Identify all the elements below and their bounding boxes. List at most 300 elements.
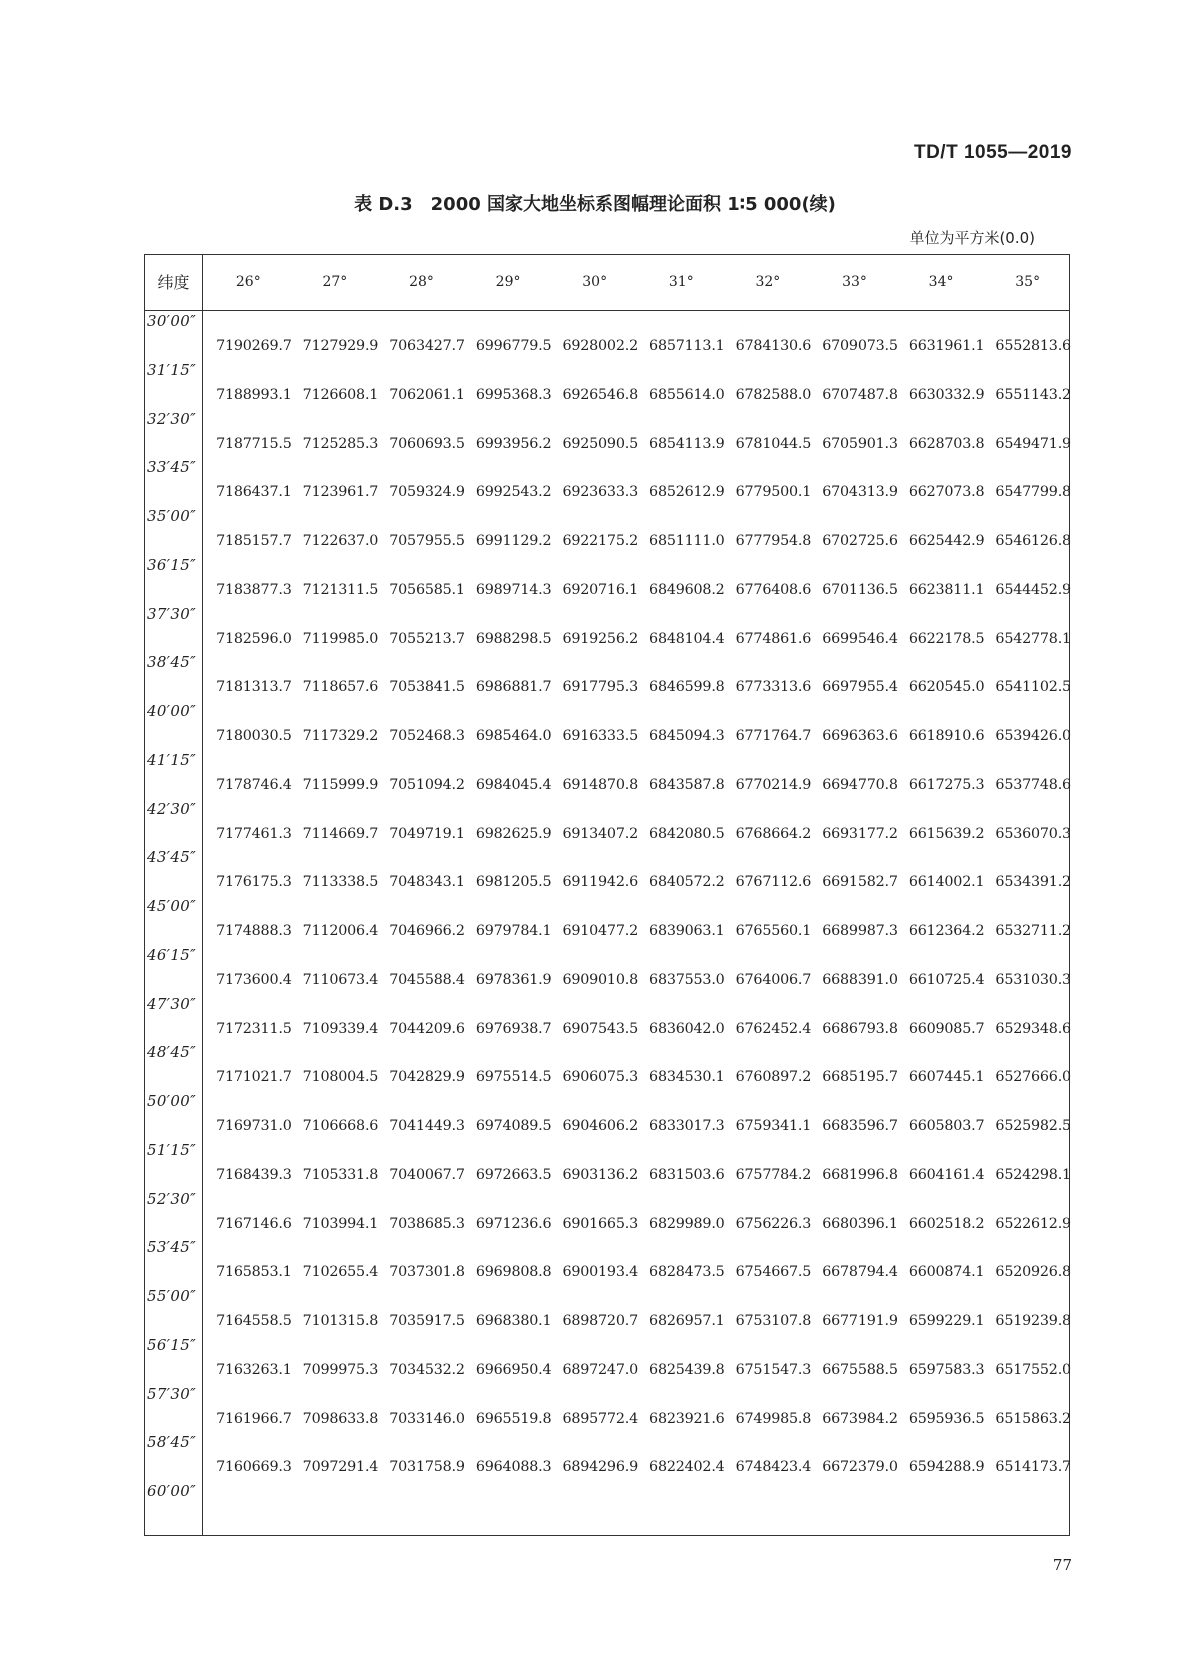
area-cell: 7098633.8 xyxy=(302,1410,379,1427)
area-cell: 7041449.3 xyxy=(389,1118,465,1134)
area-cell: 7110673.4 xyxy=(302,971,379,988)
latitude-label: 31′15″ xyxy=(147,360,196,379)
column-divider xyxy=(202,255,203,1535)
area-cell: 6857113.1 xyxy=(649,338,725,354)
area-cell: 6607445.1 xyxy=(908,1069,985,1086)
area-cell: 6836042.0 xyxy=(649,1020,725,1037)
table-row xyxy=(205,1167,1071,1183)
latitude-label: 53′45″ xyxy=(147,1238,196,1257)
area-cell: 6625442.9 xyxy=(908,533,985,549)
area-cell: 6833017.3 xyxy=(649,1118,725,1134)
area-cell: 7033146.0 xyxy=(389,1410,465,1427)
area-cell: 7161966.7 xyxy=(216,1410,292,1427)
table-row xyxy=(205,1459,1071,1475)
area-cell: 6675588.5 xyxy=(822,1361,898,1378)
area-cell: 6549471.9 xyxy=(995,435,1071,452)
area-cell: 7059324.9 xyxy=(389,484,465,501)
area-cell: 7048343.1 xyxy=(389,874,465,891)
area-cell: 6552813.6 xyxy=(995,338,1071,354)
area-cell: 6846599.8 xyxy=(649,679,725,696)
area-cell: 6919256.2 xyxy=(562,630,638,647)
area-cell: 7167146.6 xyxy=(216,1215,292,1232)
area-cell: 7165853.1 xyxy=(216,1264,292,1281)
area-cell: 6515863.2 xyxy=(995,1410,1071,1427)
area-cell: 6764006.7 xyxy=(735,971,812,988)
area-cell: 6993956.2 xyxy=(475,435,552,452)
area-cell: 6751547.3 xyxy=(735,1361,812,1378)
area-cell: 6702725.6 xyxy=(822,533,898,549)
area-cell: 7037301.8 xyxy=(389,1264,465,1281)
area-cell: 6979784.1 xyxy=(475,923,552,939)
area-cell: 6852612.9 xyxy=(649,484,725,501)
area-cell: 6968380.1 xyxy=(475,1313,552,1329)
area-cell: 6831503.6 xyxy=(649,1166,725,1183)
area-cell: 6928002.2 xyxy=(562,338,638,354)
area-cell: 6514173.7 xyxy=(995,1459,1071,1476)
area-cell: 6894296.9 xyxy=(562,1459,638,1476)
standard-code: TD/T 1055—2019 xyxy=(913,142,1072,163)
latitude-label: 32′30″ xyxy=(147,409,196,428)
table-row xyxy=(205,1362,1071,1378)
area-cell: 6907543.5 xyxy=(562,1020,638,1037)
area-cell: 6978361.9 xyxy=(475,971,552,988)
area-cell: 6609085.7 xyxy=(908,1020,985,1037)
area-cell: 7097291.4 xyxy=(302,1459,379,1476)
area-cell: 6922175.2 xyxy=(562,533,638,549)
area-cell: 6842080.5 xyxy=(649,825,725,842)
area-cell: 6760897.2 xyxy=(735,1069,812,1086)
area-cell: 6604161.4 xyxy=(908,1166,985,1183)
area-cell: 7176175.3 xyxy=(216,874,292,891)
area-cell: 6681996.8 xyxy=(822,1166,898,1183)
area-cell: 6916333.5 xyxy=(562,728,638,744)
area-cell: 6771764.7 xyxy=(735,728,812,744)
area-cell: 6697955.4 xyxy=(822,679,898,696)
area-cell: 6901665.3 xyxy=(562,1215,638,1232)
latitude-header: 纬度 xyxy=(157,273,190,292)
area-cell: 6680396.1 xyxy=(822,1215,898,1232)
area-cell: 6765560.1 xyxy=(735,923,812,939)
column-header: 29° xyxy=(495,274,521,290)
area-cell: 7051094.2 xyxy=(389,776,465,793)
column-header: 26° xyxy=(235,274,261,290)
area-cell: 6897247.0 xyxy=(562,1361,638,1378)
area-cell: 6779500.1 xyxy=(735,484,812,501)
area-cell: 6597583.3 xyxy=(908,1361,985,1378)
area-cell: 6923633.3 xyxy=(562,484,638,501)
area-cell: 6612364.2 xyxy=(908,923,985,939)
latitude-label: 42′30″ xyxy=(147,799,196,818)
area-cell: 6849608.2 xyxy=(649,581,725,598)
column-header: 31° xyxy=(668,274,694,290)
area-cell: 6767112.6 xyxy=(735,874,812,891)
area-cell: 6855614.0 xyxy=(649,386,725,403)
column-header: 35° xyxy=(1015,274,1041,290)
area-cell: 7187715.5 xyxy=(216,435,292,452)
latitude-label: 48′45″ xyxy=(147,1043,196,1062)
area-cell: 6547799.8 xyxy=(995,484,1071,501)
area-cell: 6532711.2 xyxy=(995,923,1071,939)
area-cell: 7185157.7 xyxy=(216,533,292,549)
area-cell: 6914870.8 xyxy=(562,776,638,793)
area-cell: 6615639.2 xyxy=(908,825,985,842)
area-cell: 7035917.5 xyxy=(389,1313,465,1329)
latitude-label: 37′30″ xyxy=(147,604,196,623)
area-cell: 6996779.5 xyxy=(475,338,552,354)
area-cell: 6605803.7 xyxy=(908,1118,985,1134)
area-cell: 6843587.8 xyxy=(649,776,725,793)
latitude-label: 55′00″ xyxy=(147,1287,196,1305)
area-cell: 6854113.9 xyxy=(649,435,725,452)
table-row xyxy=(205,1021,1071,1037)
area-cell: 6964088.3 xyxy=(475,1459,552,1476)
latitude-label: 57′30″ xyxy=(147,1384,196,1403)
table-row xyxy=(205,777,1071,793)
latitude-label: 47′30″ xyxy=(147,994,196,1013)
area-cell: 6971236.6 xyxy=(475,1215,552,1232)
column-header: 34° xyxy=(928,274,954,290)
area-cell: 6909010.8 xyxy=(562,971,638,988)
area-cell: 7171021.7 xyxy=(216,1069,292,1086)
latitude-label: 35′00″ xyxy=(147,507,196,525)
area-cell: 7125285.3 xyxy=(302,435,379,452)
table-row xyxy=(205,631,1071,647)
area-cell: 6525982.5 xyxy=(995,1118,1071,1134)
area-cell: 6851111.0 xyxy=(649,533,725,549)
area-cell: 6825439.8 xyxy=(649,1361,725,1378)
table-title: 表 D.3 2000 国家大地坐标系图幅理论面积 1∶5 000(续) xyxy=(354,194,836,215)
area-cell: 6531030.3 xyxy=(995,971,1071,988)
area-cell: 6628703.8 xyxy=(908,435,985,452)
table-row xyxy=(205,1118,1071,1134)
table-row xyxy=(205,1216,1071,1232)
latitude-label: 43′45″ xyxy=(147,848,196,867)
area-cell: 7049719.1 xyxy=(389,825,465,842)
table-row xyxy=(205,533,1071,549)
area-cell: 6757784.2 xyxy=(735,1166,812,1183)
area-cell: 6985464.0 xyxy=(475,728,552,744)
area-cell: 6995368.3 xyxy=(475,386,552,403)
area-cell: 6678794.4 xyxy=(822,1264,898,1281)
latitude-label: 38′45″ xyxy=(147,653,196,672)
area-cell: 7063427.7 xyxy=(389,338,465,354)
area-cell: 7186437.1 xyxy=(216,484,292,501)
area-cell: 7055213.7 xyxy=(389,630,465,647)
area-cell: 6904606.2 xyxy=(562,1118,638,1134)
area-cell: 6749985.8 xyxy=(735,1410,812,1427)
area-cell: 6989714.3 xyxy=(475,581,552,598)
column-header: 28° xyxy=(409,274,434,290)
area-cell: 6599229.1 xyxy=(908,1313,985,1329)
table-row xyxy=(205,679,1071,695)
area-cell: 7126608.1 xyxy=(302,386,379,403)
area-cell: 6910477.2 xyxy=(562,923,638,939)
area-cell: 7119985.0 xyxy=(302,630,379,647)
area-cell: 7168439.3 xyxy=(216,1166,292,1183)
area-cell: 6517552.0 xyxy=(995,1361,1071,1378)
area-cell: 6693177.2 xyxy=(822,825,898,842)
area-cell: 7053841.5 xyxy=(389,679,465,696)
area-cell: 6623811.1 xyxy=(908,581,985,598)
area-cell: 6982625.9 xyxy=(475,825,552,842)
area-cell: 6903136.2 xyxy=(562,1166,638,1183)
area-cell: 6965519.8 xyxy=(475,1410,552,1427)
area-cell: 7174888.3 xyxy=(216,923,292,939)
area-cell: 6683596.7 xyxy=(822,1118,898,1134)
table-row xyxy=(205,1411,1071,1427)
area-cell: 7109339.4 xyxy=(302,1020,379,1037)
area-cell: 6777954.8 xyxy=(735,533,812,549)
area-cell: 6622178.5 xyxy=(908,630,985,647)
area-cell: 6976938.7 xyxy=(475,1020,552,1037)
area-cell: 6828473.5 xyxy=(649,1264,725,1281)
column-header: 30° xyxy=(582,274,608,290)
area-cell: 6594288.9 xyxy=(908,1459,985,1476)
area-cell: 6992543.2 xyxy=(475,484,552,501)
page-number: 77 xyxy=(1052,1556,1072,1574)
area-cell: 7190269.7 xyxy=(216,338,292,354)
area-cell: 6984045.4 xyxy=(475,776,552,793)
area-cell: 6839063.1 xyxy=(649,923,725,939)
column-header: 33° xyxy=(842,274,867,290)
area-cell: 6848104.4 xyxy=(649,630,725,647)
area-cell: 6754667.5 xyxy=(735,1264,812,1281)
area-cell: 7103994.1 xyxy=(302,1215,379,1232)
table-row xyxy=(205,1313,1071,1329)
area-cell: 6685195.7 xyxy=(822,1069,898,1086)
area-table xyxy=(144,254,1070,1536)
area-cell: 7177461.3 xyxy=(216,825,292,842)
area-cell: 6614002.1 xyxy=(908,874,985,891)
area-cell: 7181313.7 xyxy=(216,679,292,696)
area-cell: 6704313.9 xyxy=(822,484,898,501)
area-cell: 7101315.8 xyxy=(302,1313,379,1329)
area-cell: 6784130.6 xyxy=(735,338,812,354)
area-cell: 6694770.8 xyxy=(822,776,898,793)
area-cell: 6699546.4 xyxy=(822,630,898,647)
area-cell: 6748423.4 xyxy=(735,1459,812,1476)
latitude-label: 58′45″ xyxy=(147,1433,196,1452)
area-cell: 6602518.2 xyxy=(908,1215,985,1232)
latitude-label: 40′00″ xyxy=(147,702,196,720)
area-cell: 7042829.9 xyxy=(389,1069,465,1086)
area-cell: 6753107.8 xyxy=(735,1313,812,1329)
area-cell: 7040067.7 xyxy=(389,1166,465,1183)
area-cell: 7178746.4 xyxy=(216,776,292,793)
area-cell: 6677191.9 xyxy=(822,1313,898,1329)
area-cell: 6705901.3 xyxy=(822,435,898,452)
area-cell: 6520926.8 xyxy=(995,1264,1071,1281)
table-header xyxy=(145,255,1069,311)
area-cell: 7038685.3 xyxy=(389,1215,465,1232)
area-cell: 6776408.6 xyxy=(735,581,812,598)
area-cell: 6672379.0 xyxy=(822,1459,898,1476)
area-cell: 7173600.4 xyxy=(216,971,292,988)
table-row xyxy=(205,387,1071,403)
area-cell: 6630332.9 xyxy=(908,386,985,403)
area-cell: 7127929.9 xyxy=(302,338,379,354)
area-cell: 7112006.4 xyxy=(302,923,379,939)
area-cell: 6972663.5 xyxy=(475,1166,552,1183)
area-cell: 6911942.6 xyxy=(562,874,638,891)
area-cell: 7182596.0 xyxy=(216,630,292,647)
area-cell: 7062061.1 xyxy=(389,386,465,403)
area-cell: 7123961.7 xyxy=(302,484,379,501)
area-cell: 6823921.6 xyxy=(649,1410,725,1427)
area-cell: 6595936.5 xyxy=(908,1410,985,1427)
area-cell: 7169731.0 xyxy=(216,1118,292,1134)
area-cell: 7034532.2 xyxy=(389,1361,465,1378)
latitude-label: 30′00″ xyxy=(147,312,196,330)
area-cell: 7106668.6 xyxy=(302,1118,379,1134)
area-cell: 6620545.0 xyxy=(908,679,985,696)
area-cell: 6756226.3 xyxy=(735,1215,812,1232)
area-cell: 6966950.4 xyxy=(475,1361,552,1378)
area-cell: 7115999.9 xyxy=(302,776,379,793)
area-cell: 6845094.3 xyxy=(649,728,725,744)
area-cell: 6529348.6 xyxy=(995,1020,1071,1037)
area-cell: 6673984.2 xyxy=(822,1410,898,1427)
area-cell: 6610725.4 xyxy=(908,971,985,988)
area-cell: 6895772.4 xyxy=(562,1410,638,1427)
area-cell: 6618910.6 xyxy=(908,728,985,744)
area-cell: 7105331.8 xyxy=(302,1166,379,1183)
table-row xyxy=(205,436,1071,452)
area-cell: 7164558.5 xyxy=(216,1313,292,1329)
latitude-label: 56′15″ xyxy=(147,1335,196,1354)
table-row xyxy=(205,728,1071,744)
table-row xyxy=(205,484,1071,500)
area-cell: 7188993.1 xyxy=(216,386,292,403)
table-row xyxy=(205,582,1071,598)
area-cell: 6536070.3 xyxy=(995,825,1071,842)
area-cell: 6551143.2 xyxy=(995,386,1071,403)
area-cell: 7183877.3 xyxy=(216,581,292,598)
area-cell: 7056585.1 xyxy=(389,581,465,598)
table-row xyxy=(205,338,1071,354)
area-cell: 7108004.5 xyxy=(302,1069,379,1086)
area-cell: 6782588.0 xyxy=(735,386,812,403)
area-cell: 7113338.5 xyxy=(302,874,379,891)
latitude-label: 50′00″ xyxy=(147,1092,196,1110)
area-cell: 6974089.5 xyxy=(475,1118,552,1134)
area-cell: 7060693.5 xyxy=(389,435,465,452)
area-cell: 6822402.4 xyxy=(649,1459,725,1476)
area-cell: 7099975.3 xyxy=(302,1361,379,1378)
area-cell: 6768664.2 xyxy=(735,825,812,842)
latitude-label: 41′15″ xyxy=(147,750,196,769)
latitude-label: 51′15″ xyxy=(147,1140,196,1159)
table-row xyxy=(205,874,1071,890)
area-cell: 7180030.5 xyxy=(216,728,292,744)
area-cell: 7122637.0 xyxy=(302,533,379,549)
area-cell: 6969808.8 xyxy=(475,1264,552,1281)
area-cell: 7102655.4 xyxy=(302,1264,379,1281)
column-header: 27° xyxy=(322,274,348,290)
area-cell: 6920716.1 xyxy=(562,581,638,598)
area-cell: 6906075.3 xyxy=(562,1069,638,1086)
area-cell: 6991129.2 xyxy=(475,533,552,549)
area-cell: 6691582.7 xyxy=(822,874,898,891)
area-cell: 6600874.1 xyxy=(908,1264,985,1281)
area-cell: 6627073.8 xyxy=(908,484,985,501)
area-cell: 6539426.0 xyxy=(995,728,1071,744)
area-cell: 6981205.5 xyxy=(475,874,552,891)
latitude-label: 46′15″ xyxy=(147,945,196,964)
area-cell: 6696363.6 xyxy=(822,728,898,744)
area-cell: 6707487.8 xyxy=(822,386,898,403)
latitude-label: 45′00″ xyxy=(147,897,196,915)
area-cell: 6837553.0 xyxy=(649,971,725,988)
latitude-label: 33′45″ xyxy=(147,458,196,477)
area-cell: 6689987.3 xyxy=(822,923,898,939)
area-cell: 6701136.5 xyxy=(822,581,898,598)
area-cell: 7057955.5 xyxy=(389,533,465,549)
area-cell: 6926546.8 xyxy=(562,386,638,403)
area-cell: 6759341.1 xyxy=(735,1118,812,1134)
table-row xyxy=(205,826,1071,842)
latitude-label: 52′30″ xyxy=(147,1189,196,1208)
latitude-label: 60′00″ xyxy=(147,1482,196,1500)
area-cell: 6898720.7 xyxy=(562,1313,638,1329)
area-cell: 7045588.4 xyxy=(389,971,465,988)
area-cell: 6617275.3 xyxy=(908,776,985,793)
unit-note: 单位为平方米(0.0) xyxy=(909,229,1035,247)
area-cell: 6524298.1 xyxy=(995,1166,1071,1183)
area-cell: 7160669.3 xyxy=(216,1459,292,1476)
area-cell: 7118657.6 xyxy=(302,679,379,696)
area-cell: 6541102.5 xyxy=(995,679,1071,696)
area-cell: 6826957.1 xyxy=(649,1313,725,1329)
area-cell: 6519239.8 xyxy=(995,1313,1071,1329)
area-cell: 7121311.5 xyxy=(302,581,379,598)
area-cell: 6773313.6 xyxy=(735,679,812,696)
area-cell: 7044209.6 xyxy=(389,1020,465,1037)
area-cell: 6686793.8 xyxy=(822,1020,898,1037)
column-header: 32° xyxy=(755,274,781,290)
area-cell: 6900193.4 xyxy=(562,1264,638,1281)
area-cell: 7046966.2 xyxy=(389,923,465,939)
area-cell: 7163263.1 xyxy=(216,1361,292,1378)
area-cell: 7052468.3 xyxy=(389,728,465,744)
area-cell: 6537748.6 xyxy=(995,776,1071,793)
area-cell: 6546126.8 xyxy=(995,533,1071,549)
area-cell: 6544452.9 xyxy=(995,581,1071,598)
table-row xyxy=(205,1069,1071,1085)
area-cell: 6986881.7 xyxy=(475,679,552,696)
area-cell: 6542778.1 xyxy=(995,630,1071,647)
area-cell: 6840572.2 xyxy=(649,874,725,891)
area-cell: 6709073.5 xyxy=(822,338,898,354)
area-cell: 6834530.1 xyxy=(649,1069,725,1086)
area-cell: 6829989.0 xyxy=(649,1215,725,1232)
area-cell: 6975514.5 xyxy=(475,1069,552,1086)
latitude-label: 36′15″ xyxy=(147,555,196,574)
area-cell: 6925090.5 xyxy=(562,435,638,452)
area-cell: 6522612.9 xyxy=(995,1215,1071,1232)
area-cell: 6917795.3 xyxy=(562,679,638,696)
table-row xyxy=(205,972,1071,988)
table-row xyxy=(205,1264,1071,1280)
area-cell: 6988298.5 xyxy=(475,630,552,647)
area-cell: 6774861.6 xyxy=(735,630,812,647)
area-cell: 6527666.0 xyxy=(995,1069,1071,1086)
area-cell: 6534391.2 xyxy=(995,874,1071,891)
area-cell: 6781044.5 xyxy=(735,435,812,452)
area-cell: 7117329.2 xyxy=(302,728,379,744)
area-cell: 7172311.5 xyxy=(216,1020,292,1037)
area-cell: 7114669.7 xyxy=(302,825,379,842)
